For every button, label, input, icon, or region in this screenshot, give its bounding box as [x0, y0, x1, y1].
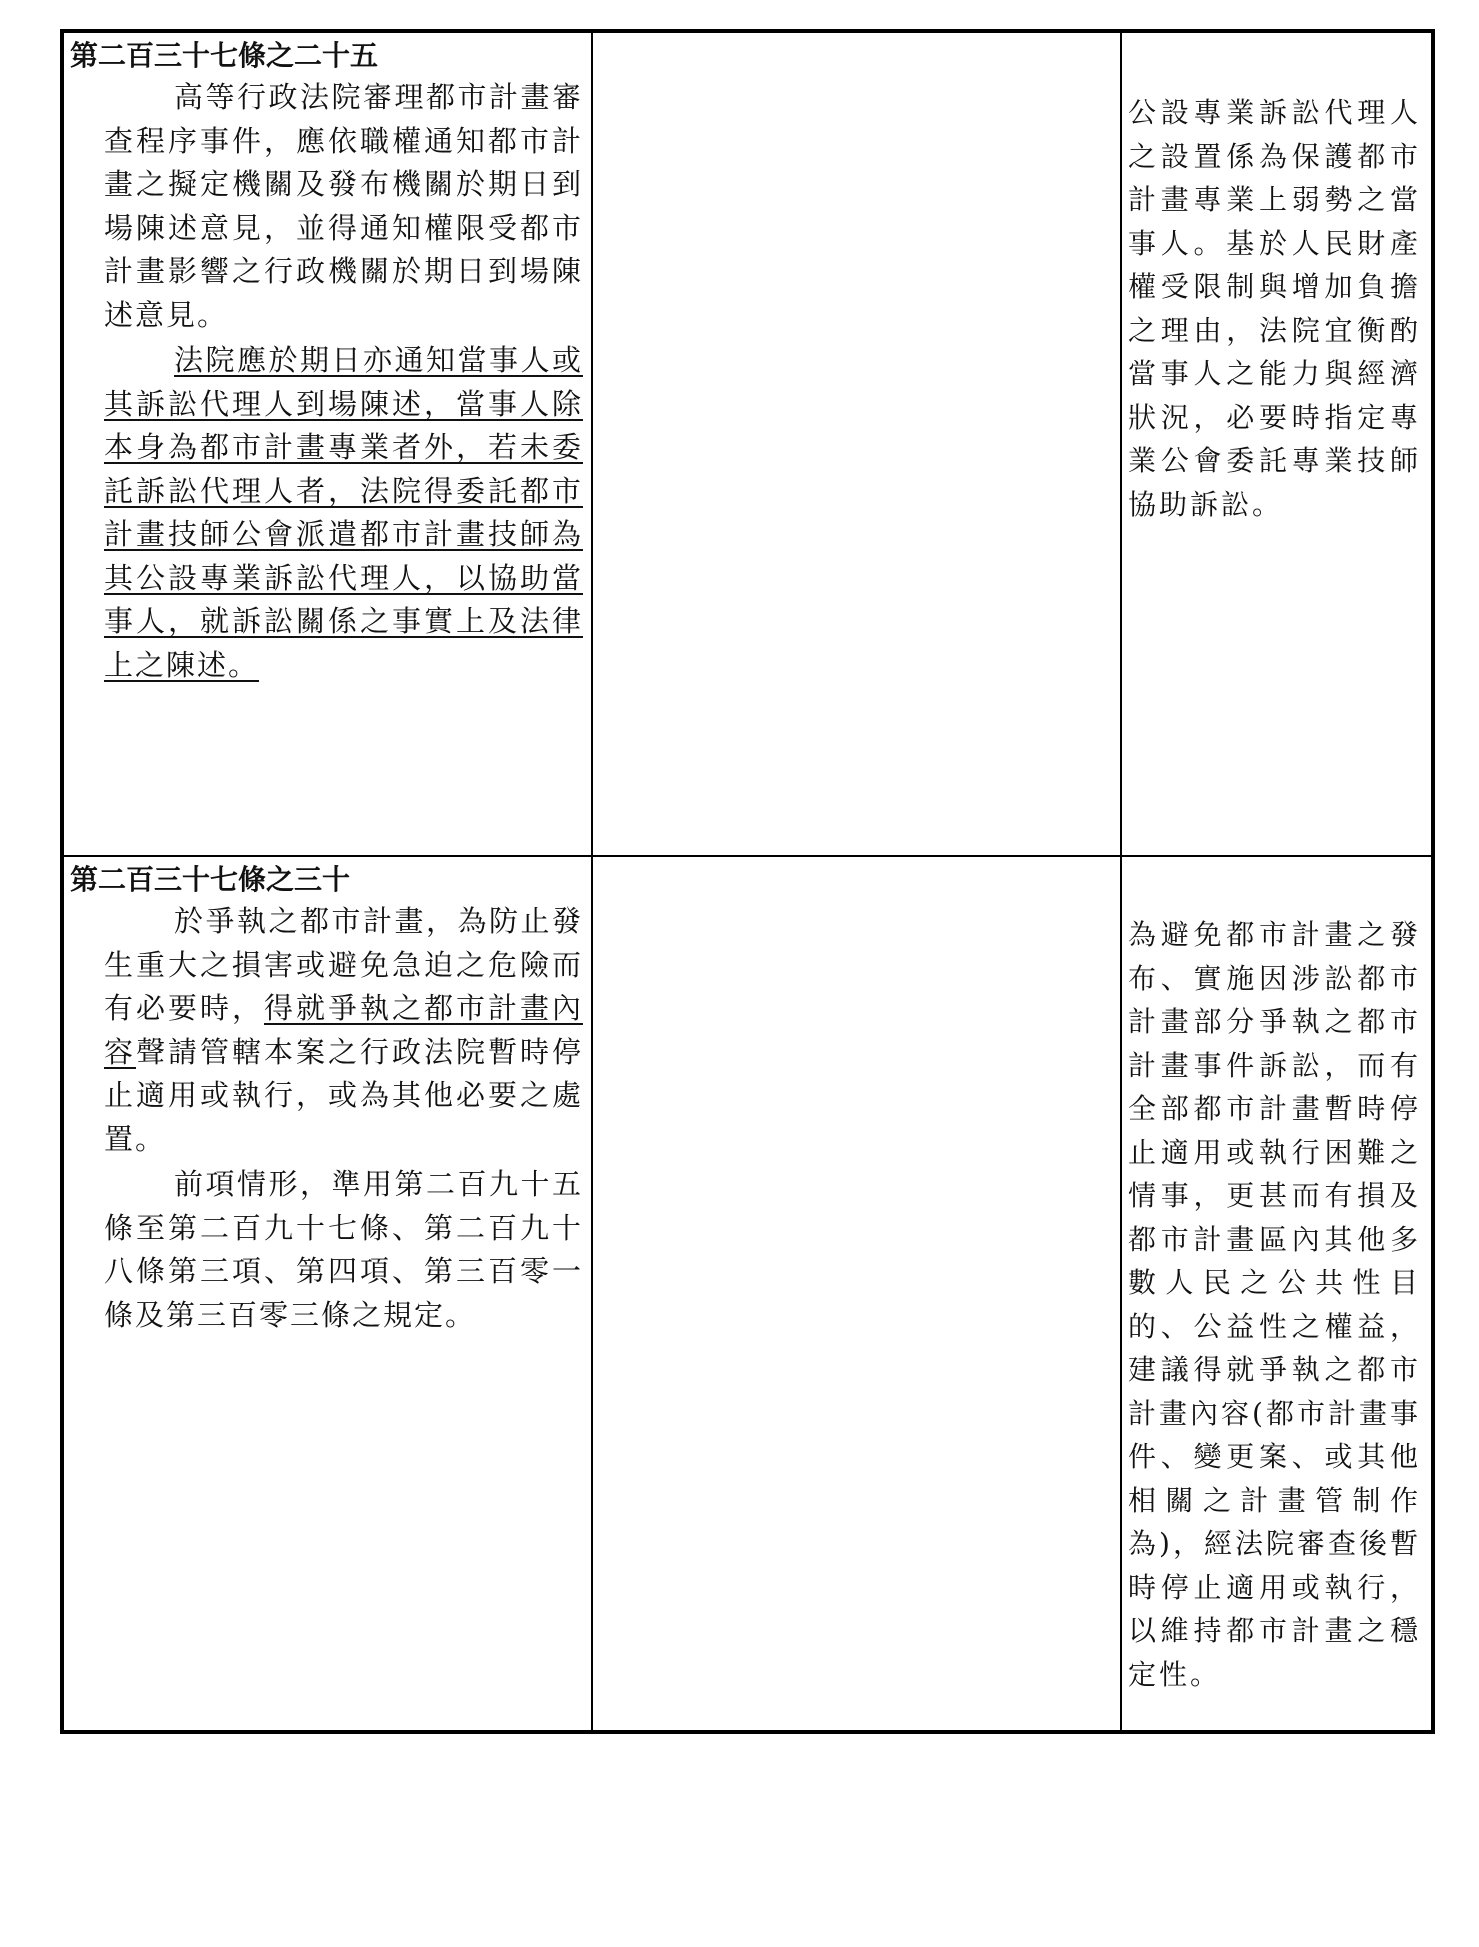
explanation-text: 公設專業訴訟代理人之設置係為保護都市計畫專業上弱勢之當事人。基於人民財產權受限制與增加負擔之理由，法院宜衡酌當事人之能力與經濟狀況，必要時指定專業公會委託專業技師協助訴訟。: [1128, 96, 1421, 521]
text-segment: 高等行政法院審理都市計畫審查程序事件，應依職權通知都市計畫之擬定機關及發布機關於期日到場陳述意見，並得通知權限受都市計畫影響之行政機關於期日到場陳述意見。: [104, 80, 583, 332]
underlined-text-segment: 得就爭執之都市計畫內容: [104, 991, 583, 1069]
explanation-cell: [1121, 31, 1433, 856]
explanation-text: 為避免都市計畫之發布、實施因涉訟都市計畫部分爭執之都市計畫事件訴訟，而有全部都市計畫暫時停止適用或執行困難之情事，更甚而有損及都市計畫區內其他多數人民之公共性目的、公益性之權益，建議得就爭執之都市計畫內容(都市計畫事件、變更案、或其他相關之計畫管制作為)，經法院審查後暫時停止適用或執行，以維持都市計畫之穩定性。: [1128, 918, 1421, 1691]
article-heading: 第二百三十七條之三十: [70, 863, 351, 896]
article-heading: 第二百三十七條之二十五: [70, 39, 379, 72]
article-paragraph: [104, 900, 583, 1161]
article-paragraph: [104, 339, 583, 687]
explanation-cell: [1121, 856, 1433, 1732]
text-segment: 聲請管轄本案之行政法院暫時停止適用或執行，或為其他必要之處置。: [104, 1034, 583, 1156]
article-cell: [62, 31, 592, 856]
table-row: [62, 31, 1433, 856]
article-paragraph: [104, 76, 583, 337]
table-row: [62, 856, 1433, 1732]
article-cell: [62, 856, 592, 1732]
text-segment: 前項情形，準用第二百九十五條至第二百九十七條、第二百九十八條第三項、第四項、第三百零一條及第三百零三條之規定。: [104, 1167, 583, 1332]
middle-cell: [592, 31, 1121, 856]
article-paragraph: [104, 1163, 583, 1337]
middle-cell: [592, 856, 1121, 1732]
underlined-text-segment: 法院應於期日亦通知當事人或其訴訟代理人到場陳述，當事人除本身為都市計畫專業者外，若未委託訴訟代理人者，法院得委託都市計畫技師公會派遣都市計畫技師為其公設專業訴訟代理人，以協助當事人，就訴訟關係之事實上及法律上之陳述。: [104, 343, 583, 682]
text-segment: 於爭執之都市計畫，為防止發生重大之損害或避免急迫之危險而有必要時，: [104, 904, 583, 1025]
amendment-comparison-table: [60, 29, 1435, 1734]
